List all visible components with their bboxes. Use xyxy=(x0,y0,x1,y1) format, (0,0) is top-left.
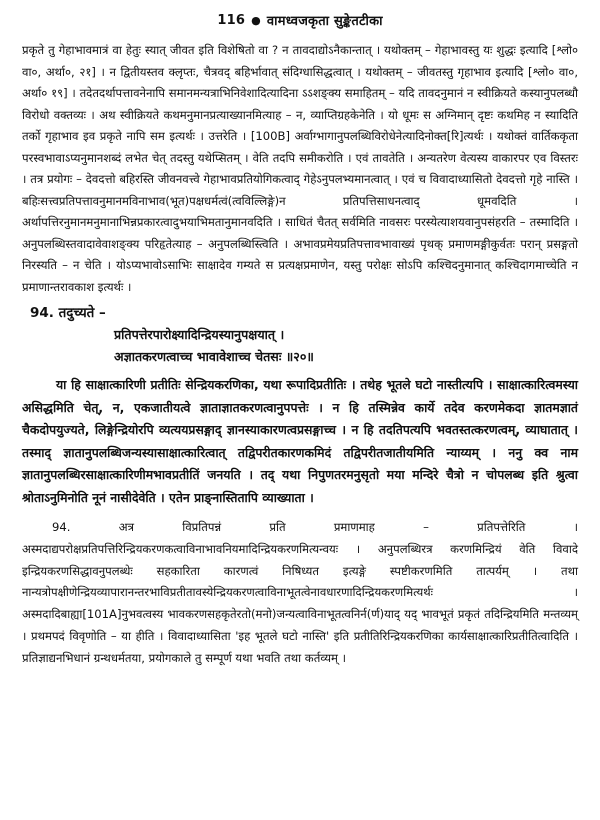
verse-block xyxy=(22,302,578,368)
running-title: वामध्वजकृता सुङ्केतटीका xyxy=(266,14,383,29)
page-header xyxy=(22,0,578,40)
header-bullet: ● xyxy=(251,13,261,27)
verse-line-2: अज्ञातकरणत्वाच्च भावावेशाच्च चेतसः ॥२०॥ xyxy=(114,349,314,364)
commentary-top xyxy=(22,40,578,298)
commentary-paragraph: प्रकृते तु गेहाभावमात्रं वा हेतुः स्यात् जीवत इति विशेषितो वा ? न तावदाद्योऽनैकान्तात् । यथोक्तम् – गेहाभावस्तु यः शुद्धः इत्यादि [श्लो० वा०, अर्था०, २१] । न द्वितीयस्तव क्लृप्तः, चैत्रवद् बहिर्भावात् संदिग्धासिद्धत्वात् । यथोक्तम् – जीवतस्तु गृहाभाव इत्यादि [श्लो० वा०, अर्था० १९] । तदेतदर्थापत्तावनेनापि समानमन्यत्राभिनिवेशादित्यादिना ऽऽशङ्क्य समाहितम् – यदि तावदनुमानं न स्वीक्रियते कस्यानुपलब्धौ विरोधो वक्तव्यः । अथ स्वीक्रियते कथमनुमानप्रत्याख्यानमित्याह – न, व्याप्तिग्रहकेनेति । यो धूमः स अग्निमान् दृष्टः कथमिह न स्यादिति तर्को गृहाभाव इव प्रकृते नापि सम इत्यर्थः । उत्तरेति । [100B] अर्वाग्भागानुपलब्धिविरोधेनेत्यादिनोक्त[रि]त्यर्थः । यथोक्तं वार्तिककृता परस्वभावाऽप्यनुमानशब्दं लभेत चेत् तदस्तु यथेप्सितम् । वेति तदपि समीकरोति । एवं तावतेति । अन्यतरेण वेत्यस्य वाकारपर एव विस्तरः । तत्र प्रयोगः – देवदत्तो बहिरस्ति जीवनवत्त्वे गेहाभावप्रतियोगिकत्वाद् गेहेऽनुपलभ्यमानत्वात् । एवं च विवादाध्यासितो देवदत्तो गृहे नास्ति । बहिःसत्त्वप्रतिपत्तावनुमानमविनाभाव(भूत)पक्षधर्मत्वं(त्वविल्लिङ्गे)न प्रतिपत्तिसाधनत्वाद् धूमवदिति । अर्थापत्तिरनुमानमनुमानाभिन्नप्रकारत्वादुभयाभिमतानुमानवदिति । साधितं चैतत् सर्वमिति नावसरः परस्येत्याशयवानुपसंहरति – तस्मादिति । अनुपलब्धिस्तवादावेवाशङ्क्य परिहृतेत्याह – अनुपलब्धिस्त्विति । अभावप्रमेयप्रतिपत्तावभावाख्यं पृथक् प्रमाणमङ्गीकुर्वतः परान् प्रसङ्गतो निरस्यति – न चेति । योऽप्यभावोऽसाभिः साक्षादेव गम्यते स प्रत्यक्षप्रमाणेन, यस्तु परोक्षः सोऽपि कश्चिदनुमानात् कश्चिदागमाच्चेति न प्रमाणान्तरावकाश इत्यर्थः । xyxy=(22,43,578,294)
commentary-bottom: 94. अत्र विप्रतिपन्नं प्रति प्रमाणमाह – प्रतिपत्तेरिति । अस्मदाद्यपरोक्षप्रतिपत्तिरिन्द्रियकरणकत्वाविनाभावनियमादिन्द्रियकरणमित्यन्वयः । अनुपलब्धिरत्र करणमिन्द्रियं वेति विवादे इन्द्रियकरणसिद्धावनुपलब्धेः सहकारिता कारणत्वं निषिध्यत इत्यङ्गे स्पष्टीकरणमिति तात्पर्यम् । तथा नान्यत्रोपक्षीणेन्द्रियव्यापारानन्तरभाविप्रतीतावस्येन्द्रियकरणत्वाविनाभूतत्वेनावधारणादिन्द्रियकरणमित्यर्थः । अस्मदादिबाह्या[101A]नुभवत्वस्य भावकरणसहकृतेरतो(मनो)जन्यत्वाविनाभूतत्वनिर्न(र्ण)याद् यद् भावभूतं प्रकृतं तदिन्द्रियमिति मन्तव्यम् । प्रथमपदं विवृणोति – या हीति । विवादाध्यासिता 'इह भूतले घटो नास्ति' इति प्रतीतिरिन्द्रियकरणिका कार्यसाक्षात्कारिप्रतीतित्वादिति । प्रतिज्ञाद्यनभिधानं ग्रन्थधर्मतया, प्रयोगकाले तु सम्पूर्ण यथा भवति तथा कर्तव्यम् । xyxy=(22,520,578,665)
autocommentary-paragraph: या हि साक्षात्कारिणी प्रतीतिः सेन्द्रियकरणिका, यथा रूपादिप्रतीतिः । तथेह भूतले घटो नास्तीत्यपि । साक्षात्कारित्वमस्या असिद्धमिति चेत्, न, एकजातीयत्वे ज्ञाताज्ञातकरणत्वानुपपत्तेः । न हि तस्मिन्नेव कार्ये तदेव करणमेकदा ज्ञातमज्ञातं चैकदोपयुज्यते, लिङ्गेन्द्रियोरपि व्यत्ययप्रसङ्गाद् ज्ञानस्याकारणत्वप्रसङ्गाच्च । न हि तदतिपत्यपि भवतस्तत्करणत्वम्, व्याघातात् । तस्माद् ज्ञातानुपलब्धिजन्यस्यासाक्षात्कारित्वात् तद्विपरीतकारणकमिदं तद्विपरीतजातीयमिति न्याय्यम् । ननु क्व नाम ज्ञातानुपलब्धिरसाक्षात्कारिणीमभावप्रतीतिं जनयति । तद् यथा निपुणतरमनुसृतो मया मन्दिरे चैत्रो न चोपलब्ध इति श्रुत्वा श्रोताऽनुमिनोति नूनं नासीदेवेति । एतेन प्राङ्नास्तितापि व्याख्याता । xyxy=(22,377,578,505)
verse-line-1: प्रतिपत्तेरपारोक्ष्यादिन्द्रियस्यानुपक्षयात् । xyxy=(114,327,285,342)
page-number: 116 xyxy=(217,12,246,28)
verse-heading: 94. तदुच्यते – xyxy=(30,305,106,321)
